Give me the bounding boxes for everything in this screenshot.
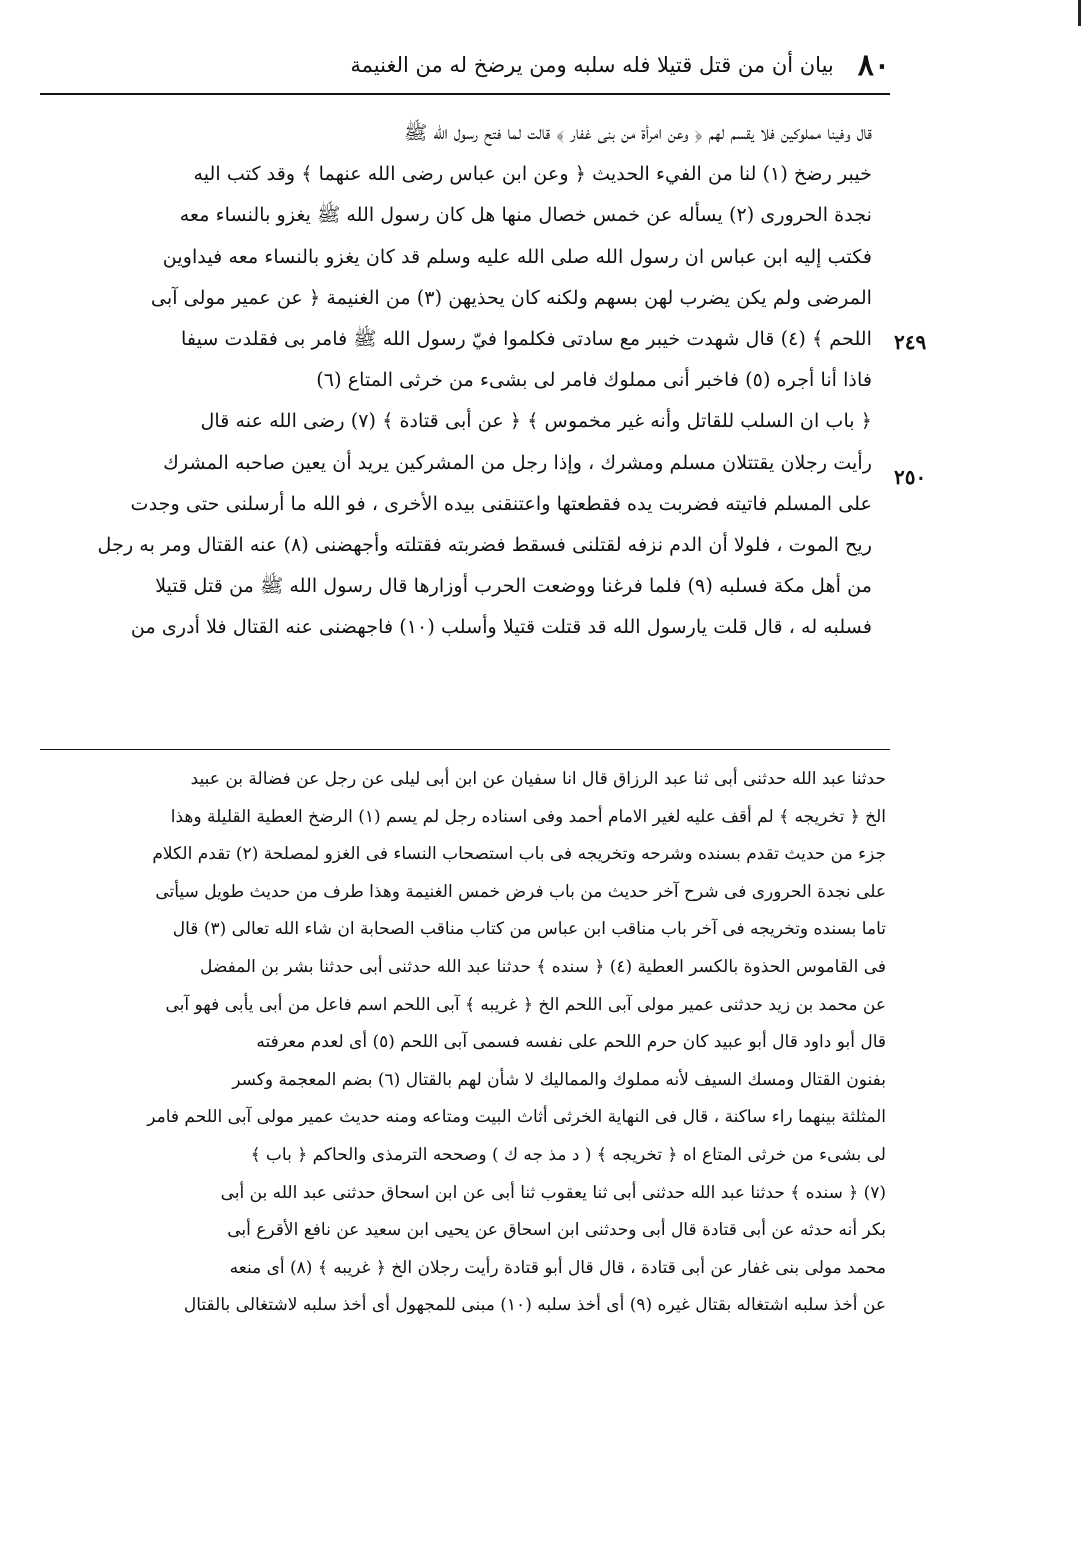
running-header <box>40 40 890 90</box>
hadith-number-249: ٢٤٩ <box>894 330 927 354</box>
text-line: فاذا أنا أجره (٥) فاخبر أنى مملوك فامر لى بشىء من خرثى المتاع (٦) <box>316 368 872 392</box>
header-rule <box>40 93 890 95</box>
text-line: فسلبه له ، قال قلت يارسول الله قد قتلت قتيلا وأسلب (١٠) فاجهضنى عنه القتال فلا أدرى من <box>130 615 872 639</box>
note-line: على نجدة الحرورى فى شرح آخر حديث من باب فرض خمس الغنيمة وهذا طرف من حديث طويل سيأتى <box>155 881 886 902</box>
running-title: بيان أن من قتل قتيلا فله سلبه ومن يرضخ له من الغنيمة <box>350 53 834 77</box>
text-line: المرضى ولم يكن يضرب لهن بسهم ولكنه كان يحذيهن (٣) من الغنيمة ﴿ عن عمير مولى آبى <box>150 285 872 309</box>
note-line: الخ ﴿ تخريجه ﴾ لم أقف عليه لغير الامام أحمد وفى اسناده رجل لم يسم (١) الرضخ العطية القليلة وهذا <box>170 806 886 827</box>
section-divider <box>40 749 890 750</box>
note-line: فى القاموس الحذوة بالكسر العطية (٤) ﴿ سنده ﴾ حدثنا عبد الله حدثنى أبى حدثنا بشر بن المفضل <box>199 956 886 977</box>
text-line: من أهل مكة فسلبه (٩) فلما فرغنا ووضعت الحرب أوزارها قال رسول الله ﷺ من قتل قتيلا <box>155 574 872 598</box>
note-line: تاما بسنده وتخريجه فى آخر باب مناقب ابن عباس من كتاب مناقب الصحابة ان شاء الله تعالى (٣) قال <box>172 919 886 940</box>
text-line: قال وفينا مملوكين فلا يقسم لهم ﴿ وعن امرأة من بنى غفار ﴾ قالت لما فتح رسول الله ﷺ <box>404 121 872 144</box>
note-line: قال أبو داود قال أبو عبيد كان حرم اللحم على نفسه فسمى آبى اللحم (٥) أى لعدم معرفته <box>256 1032 886 1053</box>
text-line: خيبر رضخ (١) لنا من الفيء الحديث ﴿ وعن ابن عباس رضى الله عنهما ﴾ وقد كتب اليه <box>193 162 872 186</box>
note-line: لى بشىء من خرثى المتاع اه ﴿ تخريجه ﴾ ( د مذ جه ك ) وصححه الترمذى والحاكم ﴿ باب ﴾ <box>250 1144 886 1165</box>
note-line: عن أخذ سلبه اشتغاله بقتال غيره (٩) أى أخذ سلبه (١٠) مبنى للمجهول أى أخذ سلبه لاشتغالى بالقتال <box>183 1295 886 1316</box>
commentary-notes <box>40 761 886 1325</box>
text-line: ريح الموت ، فلولا أن الدم نزفه لقتلنى فسقط فضربته فقتلته وأجهضنى (٨) عنه القتال ومر به رجل <box>97 532 872 556</box>
note-line: بكر أنه حدثه عن أبى قتادة قال أبى وحدثنى ابن اسحاق عن يحيى ابن سعيد عن نافع الأقرع أبى <box>227 1220 886 1241</box>
text-line: نجدة الحرورى (٢) يسأله عن خمس خصال منها هل كان رسول الله ﷺ يغزو بالنساء معه <box>179 203 872 227</box>
note-line: حدثنا عبد الله حدثنى أبى ثنا عبد الرزاق قال انا سفيان عن ابن أبى ليلى عن رجل عن فضالة بن عبيد <box>190 769 886 789</box>
note-line: محمد مولى بنى غفار عن أبى قتادة ، قال قال أبو قتادة رأيت رجلان الخ ﴿ غريبه ﴾ (٨) أى منعه <box>229 1257 886 1278</box>
text-line: رأيت رجلان يقتتلان مسلم ومشرك ، وإذا رجل من المشركين يريد أن يعين صاحبه المشرك <box>163 450 872 474</box>
text-line: فكتب إليه ابن عباس ان رسول الله صلى الله عليه وسلم قد كان يغزو بالنساء معه فيداوين <box>162 244 872 268</box>
text-line: ﴿ باب ان السلب للقاتل وأنه غير مخموس ﴾ ﴿ عن أبى قتادة ﴾ (٧) رضى الله عنه قال <box>200 409 872 433</box>
note-line: (٧) ﴿ سنده ﴾ حدثنا عبد الله حدثنى أبى ثنا يعقوب ثنا أبى عن ابن اسحاق حدثنى عبد الله بن أبى <box>220 1182 886 1203</box>
note-line: بفنون القتال ومسك السيف لأنه مملوك والمماليك لا شأن لهم بالقتال (٦) بضم المعجمة وكسر <box>232 1069 886 1090</box>
hadith-number-250: ٢٥٠ <box>894 465 927 489</box>
note-line: عن محمد بن زيد حدثنى عمير مولى آبى اللحم الخ ﴿ غريبه ﴾ آبى اللحم اسم فاعل من أبى يأبى فهو آبى <box>165 994 886 1015</box>
page-number: ٨٠ <box>857 47 890 83</box>
note-line: جزء من حديث تقدم بسنده وشرحه وتخريجه فى باب استصحاب النساء فى الغزو لمصلحة (٢) تقدم الكلام <box>152 844 886 865</box>
note-line: المثلثة بينهما راء ساكنة ، قال فى النهاية الخرثى أثاث البيت ومتاعه ومنه حديث عمير مولى آبى اللحم فامر <box>147 1107 886 1128</box>
main-text <box>40 112 872 647</box>
corner-mark <box>1078 0 1081 26</box>
text-line: اللحم ﴾ (٤) قال شهدت خيبر مع سادتى فكلموا فيّ رسول الله ﷺ فامر بى فقلدت سيفا <box>181 326 872 350</box>
text-line: على المسلم فاتيته فضربت يده فقطعتها واعتنقنى بيده الأخرى ، فو الله ما أرسلنى حتى وجدت <box>130 491 872 515</box>
